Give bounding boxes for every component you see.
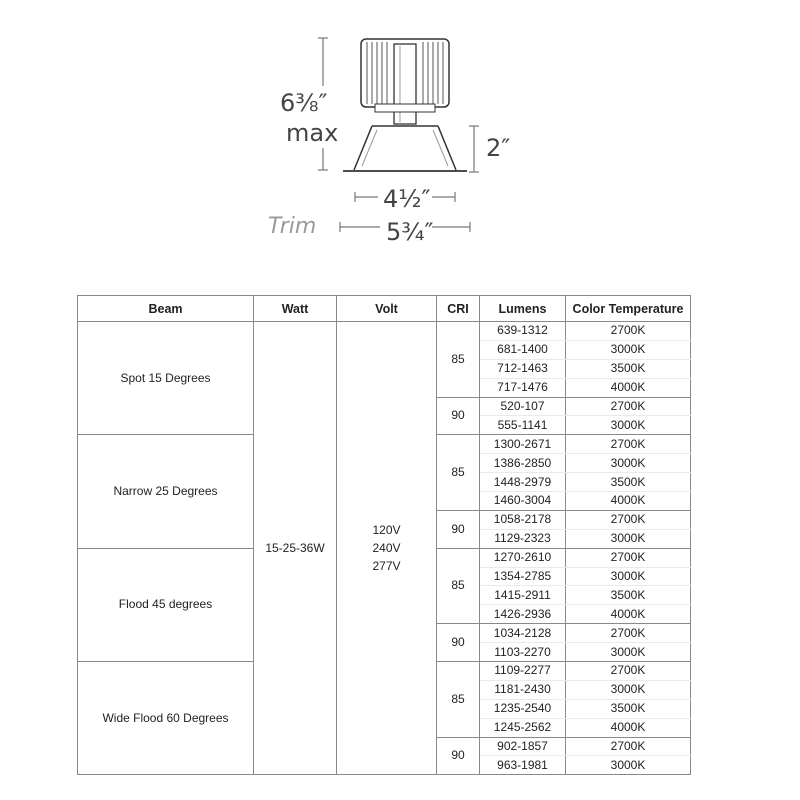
color-temperature-cell: 2700K (566, 322, 691, 341)
table-header-row (78, 296, 691, 322)
color-temperature-cell: 3000K (566, 416, 691, 435)
watt-cell: 15-25-36W (254, 322, 337, 775)
overall-height-max-label: max (286, 119, 339, 147)
volt-value: 240V (372, 541, 401, 556)
overall-height-label: 6⅜″ (280, 89, 328, 117)
spec-table (77, 295, 691, 775)
trim-height-label: 2″ (486, 134, 511, 162)
color-temperature-cell: 4000K (566, 492, 691, 511)
header-lumens: Lumens (480, 296, 566, 322)
lumens-cell: 902-1857 (480, 737, 566, 756)
lumens-cell: 1245-2562 (480, 718, 566, 737)
cri-cell: 90 (437, 737, 480, 775)
lumens-cell: 1034-2128 (480, 624, 566, 643)
color-temperature-cell: 2700K (566, 662, 691, 681)
lumens-cell: 1426-2936 (480, 605, 566, 624)
lumens-cell: 1109-2277 (480, 662, 566, 681)
color-temperature-cell: 3000K (566, 454, 691, 473)
cri-cell: 90 (437, 397, 480, 435)
beam-cell: Narrow 25 Degrees (78, 435, 254, 548)
header-color-temperature: Color Temperature (566, 296, 691, 322)
volt-value: 120V (372, 523, 401, 538)
lumens-cell: 639-1312 (480, 322, 566, 341)
lumens-cell: 1103-2270 (480, 643, 566, 662)
trim-cone (343, 126, 467, 171)
cri-cell: 85 (437, 662, 480, 738)
lumens-cell: 1386-2850 (480, 454, 566, 473)
cri-cell: 90 (437, 510, 480, 548)
lumens-cell: 1415-2911 (480, 586, 566, 605)
color-temperature-cell: 2700K (566, 737, 691, 756)
lumens-cell: 963-1981 (480, 756, 566, 775)
color-temperature-cell: 4000K (566, 605, 691, 624)
cri-cell: 85 (437, 322, 480, 398)
lumens-cell: 712-1463 (480, 359, 566, 378)
lumens-cell: 520-107 (480, 397, 566, 416)
color-temperature-cell: 3000K (566, 340, 691, 359)
lumens-cell: 1235-2540 (480, 699, 566, 718)
color-temperature-cell: 3500K (566, 586, 691, 605)
lumens-cell: 1058-2178 (480, 510, 566, 529)
fixture-dimension-diagram (0, 0, 800, 270)
trim-height-dimension-line (469, 126, 479, 172)
heat-sink (361, 39, 449, 124)
beam-cell: Wide Flood 60 Degrees (78, 662, 254, 775)
volt-cell (337, 322, 437, 775)
color-temperature-cell: 3500K (566, 473, 691, 492)
trim-label: Trim (268, 214, 317, 239)
lumens-cell: 1270-2610 (480, 548, 566, 567)
lumens-cell: 1129-2323 (480, 529, 566, 548)
color-temperature-cell: 3000K (566, 529, 691, 548)
color-temperature-cell: 2700K (566, 435, 691, 454)
beam-cell: Spot 15 Degrees (78, 322, 254, 435)
lumens-cell: 1354-2785 (480, 567, 566, 586)
color-temperature-cell: 3000K (566, 756, 691, 775)
header-beam: Beam (78, 296, 254, 322)
beam-cell: Flood 45 degrees (78, 548, 254, 661)
lumens-cell: 1181-2430 (480, 680, 566, 699)
color-temperature-cell: 3500K (566, 359, 691, 378)
color-temperature-cell: 2700K (566, 397, 691, 416)
color-temperature-cell: 3500K (566, 699, 691, 718)
volt-value: 277V (372, 559, 401, 574)
lumens-cell: 1300-2671 (480, 435, 566, 454)
lumens-cell: 555-1141 (480, 416, 566, 435)
body-width-label: 4½″ (383, 185, 431, 213)
color-temperature-cell: 3000K (566, 643, 691, 662)
cri-cell: 85 (437, 435, 480, 511)
color-temperature-cell: 2700K (566, 624, 691, 643)
volt-list (372, 521, 400, 575)
lumens-cell: 681-1400 (480, 340, 566, 359)
header-volt: Volt (337, 296, 437, 322)
table-row (78, 322, 691, 341)
cri-cell: 85 (437, 548, 480, 624)
trim-width-label: 5¾″ (386, 218, 434, 246)
color-temperature-cell: 2700K (566, 510, 691, 529)
lumens-cell: 1448-2979 (480, 473, 566, 492)
color-temperature-cell: 3000K (566, 567, 691, 586)
color-temperature-cell: 2700K (566, 548, 691, 567)
color-temperature-cell: 3000K (566, 680, 691, 699)
cri-cell: 90 (437, 624, 480, 662)
lumens-cell: 717-1476 (480, 378, 566, 397)
lumens-cell: 1460-3004 (480, 492, 566, 511)
header-watt: Watt (254, 296, 337, 322)
color-temperature-cell: 4000K (566, 378, 691, 397)
header-cri: CRI (437, 296, 480, 322)
color-temperature-cell: 4000K (566, 718, 691, 737)
